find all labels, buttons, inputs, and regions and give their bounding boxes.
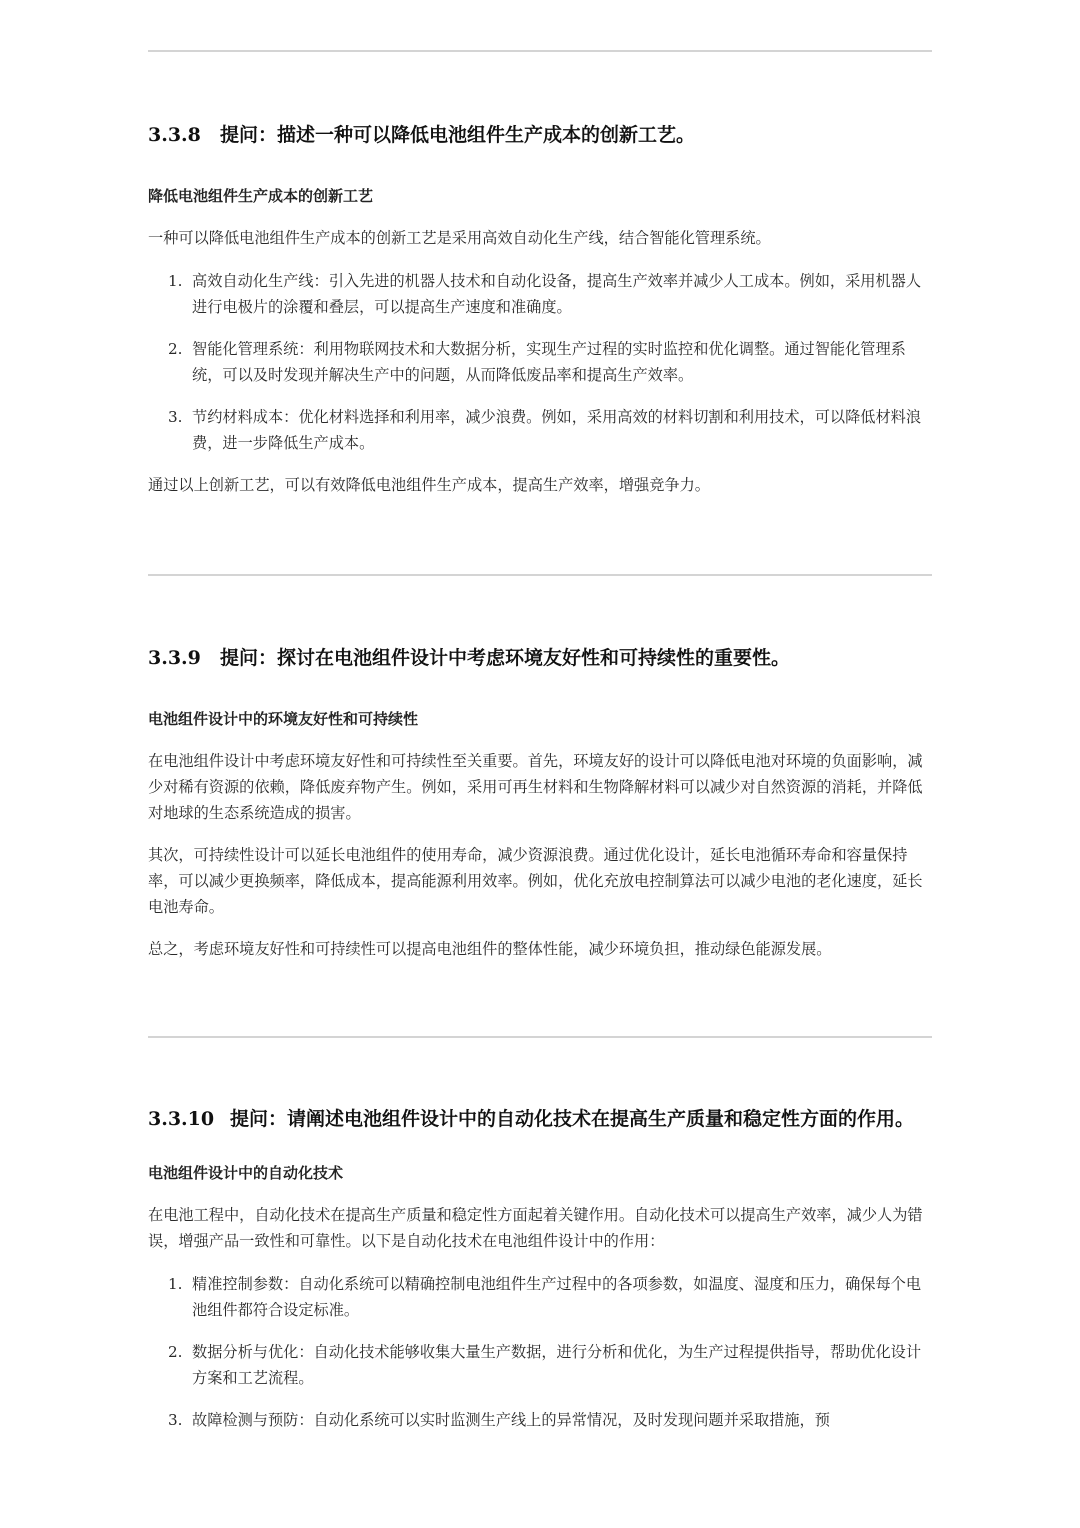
section-subheading: 电池组件设计中的自动化技术: [148, 1164, 344, 1182]
list-item-text: 自动化技术能够收集大量生产数据，进行分析和优化，为生产过程提供指导，帮助优化设计方案和工艺流程。: [192, 1343, 921, 1387]
section-subheading: 电池组件设计中的环境友好性和可持续性: [148, 710, 419, 728]
section-title: 提问：描述一种可以降低电池组件生产成本的创新工艺。: [220, 124, 696, 146]
list-marker: 3.: [168, 1411, 183, 1429]
section-heading: [148, 646, 934, 671]
section-3-3-9: [148, 646, 934, 962]
section-title: 提问：请阐述电池组件设计中的自动化技术在提高生产质量和稳定性方面的作用。: [230, 1108, 915, 1130]
list-item-label: 数据分析与优化：: [192, 1343, 314, 1361]
section-heading: [148, 123, 934, 148]
list-marker: 2.: [168, 340, 183, 358]
numbered-list: [148, 1271, 934, 1433]
section-divider: [148, 1036, 932, 1038]
list-marker: 1.: [168, 272, 183, 290]
section-number: 3.3.8: [148, 124, 201, 146]
section-3-3-8: [148, 123, 934, 498]
section-intro: 在电池工程中，自动化技术在提高生产质量和稳定性方面起着关键作用。自动化技术可以提高生产效率，减少人为错误，增强产品一致性和可靠性。以下是自动化技术在电池组件设计中的作用：: [148, 1206, 923, 1250]
list-item-label: 高效自动化生产线：: [192, 272, 329, 290]
list-item: [148, 1271, 934, 1323]
list-item: [148, 1339, 934, 1391]
list-item: [148, 268, 934, 320]
section-paragraph: 其次，可持续性设计可以延长电池组件的使用寿命，减少资源浪费。通过优化设计，延长电池循环寿命和容量保持率，可以减少更换频率，降低成本，提高能源利用效率。例如，优化充放电控制算法可以减少电池的老化速度，延长电池寿命。: [148, 846, 923, 916]
list-item: [148, 336, 934, 388]
section-intro: 一种可以降低电池组件生产成本的创新工艺是采用高效自动化生产线，结合智能化管理系统。: [148, 229, 771, 247]
section-divider: [148, 574, 932, 576]
list-item-label: 节约材料成本：: [192, 408, 299, 426]
section-heading: [148, 1107, 934, 1132]
section-conclusion: 通过以上创新工艺，可以有效降低电池组件生产成本，提高生产效率，增强竞争力。: [148, 476, 710, 494]
list-item-text: 自动化系统可以精确控制电池组件生产过程中的各项参数，如温度、湿度和压力，确保每个电池组件都符合设定标准。: [192, 1275, 921, 1319]
list-marker: 2.: [168, 1343, 183, 1361]
section-subheading: 降低电池组件生产成本的创新工艺: [148, 187, 374, 205]
list-item-text: 优化材料选择和利用率，减少浪费。例如，采用高效的材料切割和利用技术，可以降低材料浪费，进一步降低生产成本。: [192, 408, 921, 452]
list-item-text: 自动化系统可以实时监测生产线上的异常情况，及时发现问题并采取措施，预: [313, 1411, 830, 1429]
section-number: 3.3.9: [148, 647, 201, 669]
section-paragraph: 总之，考虑环境友好性和可持续性可以提高电池组件的整体性能，减少环境负担，推动绿色能源发展。: [148, 940, 832, 958]
section-number: 3.3.10: [148, 1108, 215, 1130]
list-item-label: 精准控制参数：: [192, 1275, 299, 1293]
section-title: 提问：探讨在电池组件设计中考虑环境友好性和可持续性的重要性。: [220, 647, 791, 669]
section-divider: [148, 50, 932, 52]
list-item: [148, 1407, 934, 1433]
list-item-label: 智能化管理系统：: [192, 340, 314, 358]
section-paragraph: 在电池组件设计中考虑环境友好性和可持续性至关重要。首先，环境友好的设计可以降低电池对环境的负面影响，减少对稀有资源的依赖，降低废弃物产生。例如，采用可再生材料和生物降解材料可以减少对自然资源的消耗，并降低对地球的生态系统造成的损害。: [148, 752, 923, 822]
numbered-list: [148, 268, 934, 456]
list-item-text: 利用物联网技术和大数据分析，实现生产过程的实时监控和优化调整。通过智能化管理系统，可以及时发现并解决生产中的问题，从而降低废品率和提高生产效率。: [192, 340, 906, 384]
list-item: [148, 404, 934, 456]
list-item-label: 故障检测与预防：: [192, 1411, 314, 1429]
list-marker: 3.: [168, 408, 183, 426]
list-marker: 1.: [168, 1275, 183, 1293]
section-3-3-10: [148, 1107, 934, 1433]
list-item-text: 引入先进的机器人技术和自动化设备，提高生产效率并减少人工成本。例如，采用机器人进行电极片的涂覆和叠层，可以提高生产速度和准确度。: [192, 272, 921, 316]
